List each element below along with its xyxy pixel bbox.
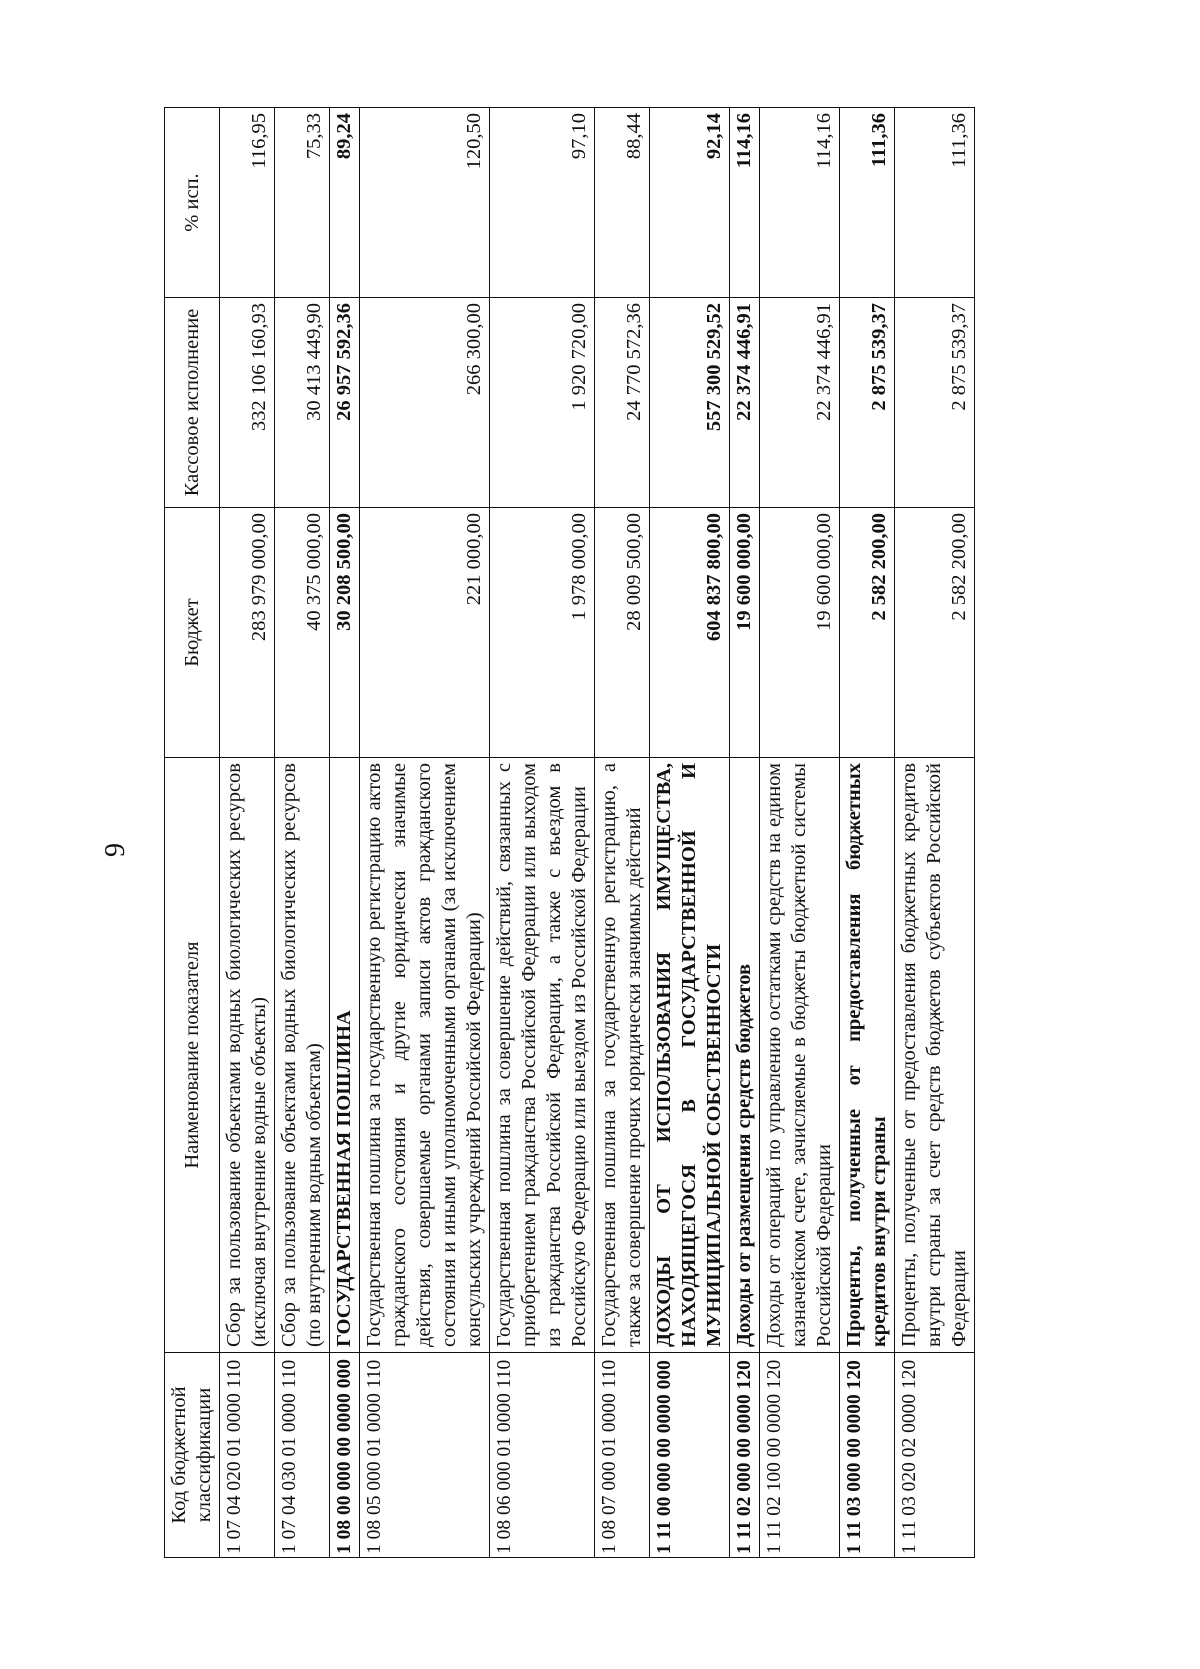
- row-percent: 120,50: [360, 108, 490, 298]
- header-executed: Кассовое исполнение: [165, 298, 220, 508]
- row-name: Государственная пошлина за государственную регистрацию, а также за совершение прочих юридически значимых действий: [595, 758, 650, 1353]
- row-percent: 97,10: [490, 108, 595, 298]
- row-name: ДОХОДЫ ОТ ИСПОЛЬЗОВАНИЯ ИМУЩЕСТВА, НАХОДЯЩЕГОСЯ В ГОСУДАРСТВЕННОЙ И МУНИЦИПАЛЬНОЙ СОБСТВЕННОСТИ: [650, 758, 730, 1353]
- row-percent: 116,95: [220, 108, 275, 298]
- table-row: [360, 108, 490, 1558]
- header-row: [165, 108, 220, 1558]
- row-code: 1 08 05 000 01 0000 110: [360, 1353, 490, 1558]
- row-name: Государственная пошлина за государственную регистрацию актов гражданского состояния и другие юридически значимые действия, совершаемые органами записи актов гражданского состояния и иными уполномоченными органами (за исключением консульских учреждений Российской Федерации): [360, 758, 490, 1353]
- table-row: [760, 108, 840, 1558]
- row-budget: 221 000,00: [360, 508, 490, 758]
- row-name: Сбор за пользование объектами водных биологических ресурсов (исключая внутренние водные объекты): [220, 758, 275, 1353]
- header-budget: Бюджет: [165, 508, 220, 758]
- row-name: Государственная пошлина за совершение действий, связанных с приобретением гражданства Российской Федерации или выходом из гражданства Российской Федерации, а также с въездом в Российскую Федерацию или выездом из Российской Федерации: [490, 758, 595, 1353]
- row-budget: 30 208 500,00: [330, 508, 360, 758]
- row-executed: 557 300 529,52: [650, 298, 730, 508]
- row-budget: 40 375 000,00: [275, 508, 330, 758]
- page-number: 9: [100, 843, 131, 857]
- row-percent: 111,36: [895, 108, 975, 298]
- row-percent: 92,14: [650, 108, 730, 298]
- header-code: Код бюджетной классификации: [165, 1353, 220, 1558]
- row-budget: 28 009 500,00: [595, 508, 650, 758]
- row-executed: 332 106 160,93: [220, 298, 275, 508]
- row-budget: 19 600 000,00: [760, 508, 840, 758]
- table-row: [330, 108, 360, 1558]
- row-executed: 26 957 592,36: [330, 298, 360, 508]
- row-executed: 2 875 539,37: [895, 298, 975, 508]
- row-name: Сбор за пользование объектами водных биологических ресурсов (по внутренним водным объектам): [275, 758, 330, 1353]
- row-code: 1 07 04 020 01 0000 110: [220, 1353, 275, 1558]
- table-row: [220, 108, 275, 1558]
- row-budget: 19 600 000,00: [730, 508, 760, 758]
- row-percent: 114,16: [760, 108, 840, 298]
- row-name: Проценты, полученные от предоставления бюджетных кредитов внутри страны: [840, 758, 895, 1353]
- row-budget: 283 979 000,00: [220, 508, 275, 758]
- header-name: Наименование показателя: [165, 758, 220, 1353]
- row-budget: 2 582 200,00: [895, 508, 975, 758]
- budget-table: [164, 107, 975, 1558]
- row-executed: 2 875 539,37: [840, 298, 895, 508]
- row-name: Доходы от размещения средств бюджетов: [730, 758, 760, 1353]
- table-row: [275, 108, 330, 1558]
- row-percent: 111,36: [840, 108, 895, 298]
- row-executed: 24 770 572,36: [595, 298, 650, 508]
- table-row: [840, 108, 895, 1558]
- row-name: ГОСУДАРСТВЕННАЯ ПОШЛИНА: [330, 758, 360, 1353]
- row-percent: 114,16: [730, 108, 760, 298]
- table-row: [595, 108, 650, 1558]
- row-code: 1 08 00 000 00 0000 000: [330, 1353, 360, 1558]
- table-row: [895, 108, 975, 1558]
- row-budget: 604 837 800,00: [650, 508, 730, 758]
- row-code: 1 11 02 000 00 0000 120: [730, 1353, 760, 1558]
- row-code: 1 11 00 000 00 0000 000: [650, 1353, 730, 1558]
- row-percent: 88,44: [595, 108, 650, 298]
- row-percent: 89,24: [330, 108, 360, 298]
- row-name: Проценты, полученные от предоставления бюджетных кредитов внутри страны за счет средств бюджетов субъектов Российской Федерации: [895, 758, 975, 1353]
- table-row: [730, 108, 760, 1558]
- row-budget: 1 978 000,00: [490, 508, 595, 758]
- row-code: 1 08 06 000 01 0000 110: [490, 1353, 595, 1558]
- row-code: 1 07 04 030 01 0000 110: [275, 1353, 330, 1558]
- row-code: 1 11 02 100 00 0000 120: [760, 1353, 840, 1558]
- table-row: [490, 108, 595, 1558]
- row-executed: 22 374 446,91: [730, 298, 760, 508]
- rotated-page: [164, 108, 984, 1558]
- row-executed: 22 374 446,91: [760, 298, 840, 508]
- row-executed: 1 920 720,00: [490, 298, 595, 508]
- header-percent: % исп.: [165, 108, 220, 298]
- table-row: [650, 108, 730, 1558]
- row-executed: 30 413 449,90: [275, 298, 330, 508]
- row-executed: 266 300,00: [360, 298, 490, 508]
- row-code: 1 11 03 000 00 0000 120: [840, 1353, 895, 1558]
- row-percent: 75,33: [275, 108, 330, 298]
- row-code: 1 11 03 020 02 0000 120: [895, 1353, 975, 1558]
- row-name: Доходы от операций по управлению остатками средств на едином казначейском счете, зачисляемые в бюджеты бюджетной системы Российской Федерации: [760, 758, 840, 1353]
- row-code: 1 08 07 000 01 0000 110: [595, 1353, 650, 1558]
- row-budget: 2 582 200,00: [840, 508, 895, 758]
